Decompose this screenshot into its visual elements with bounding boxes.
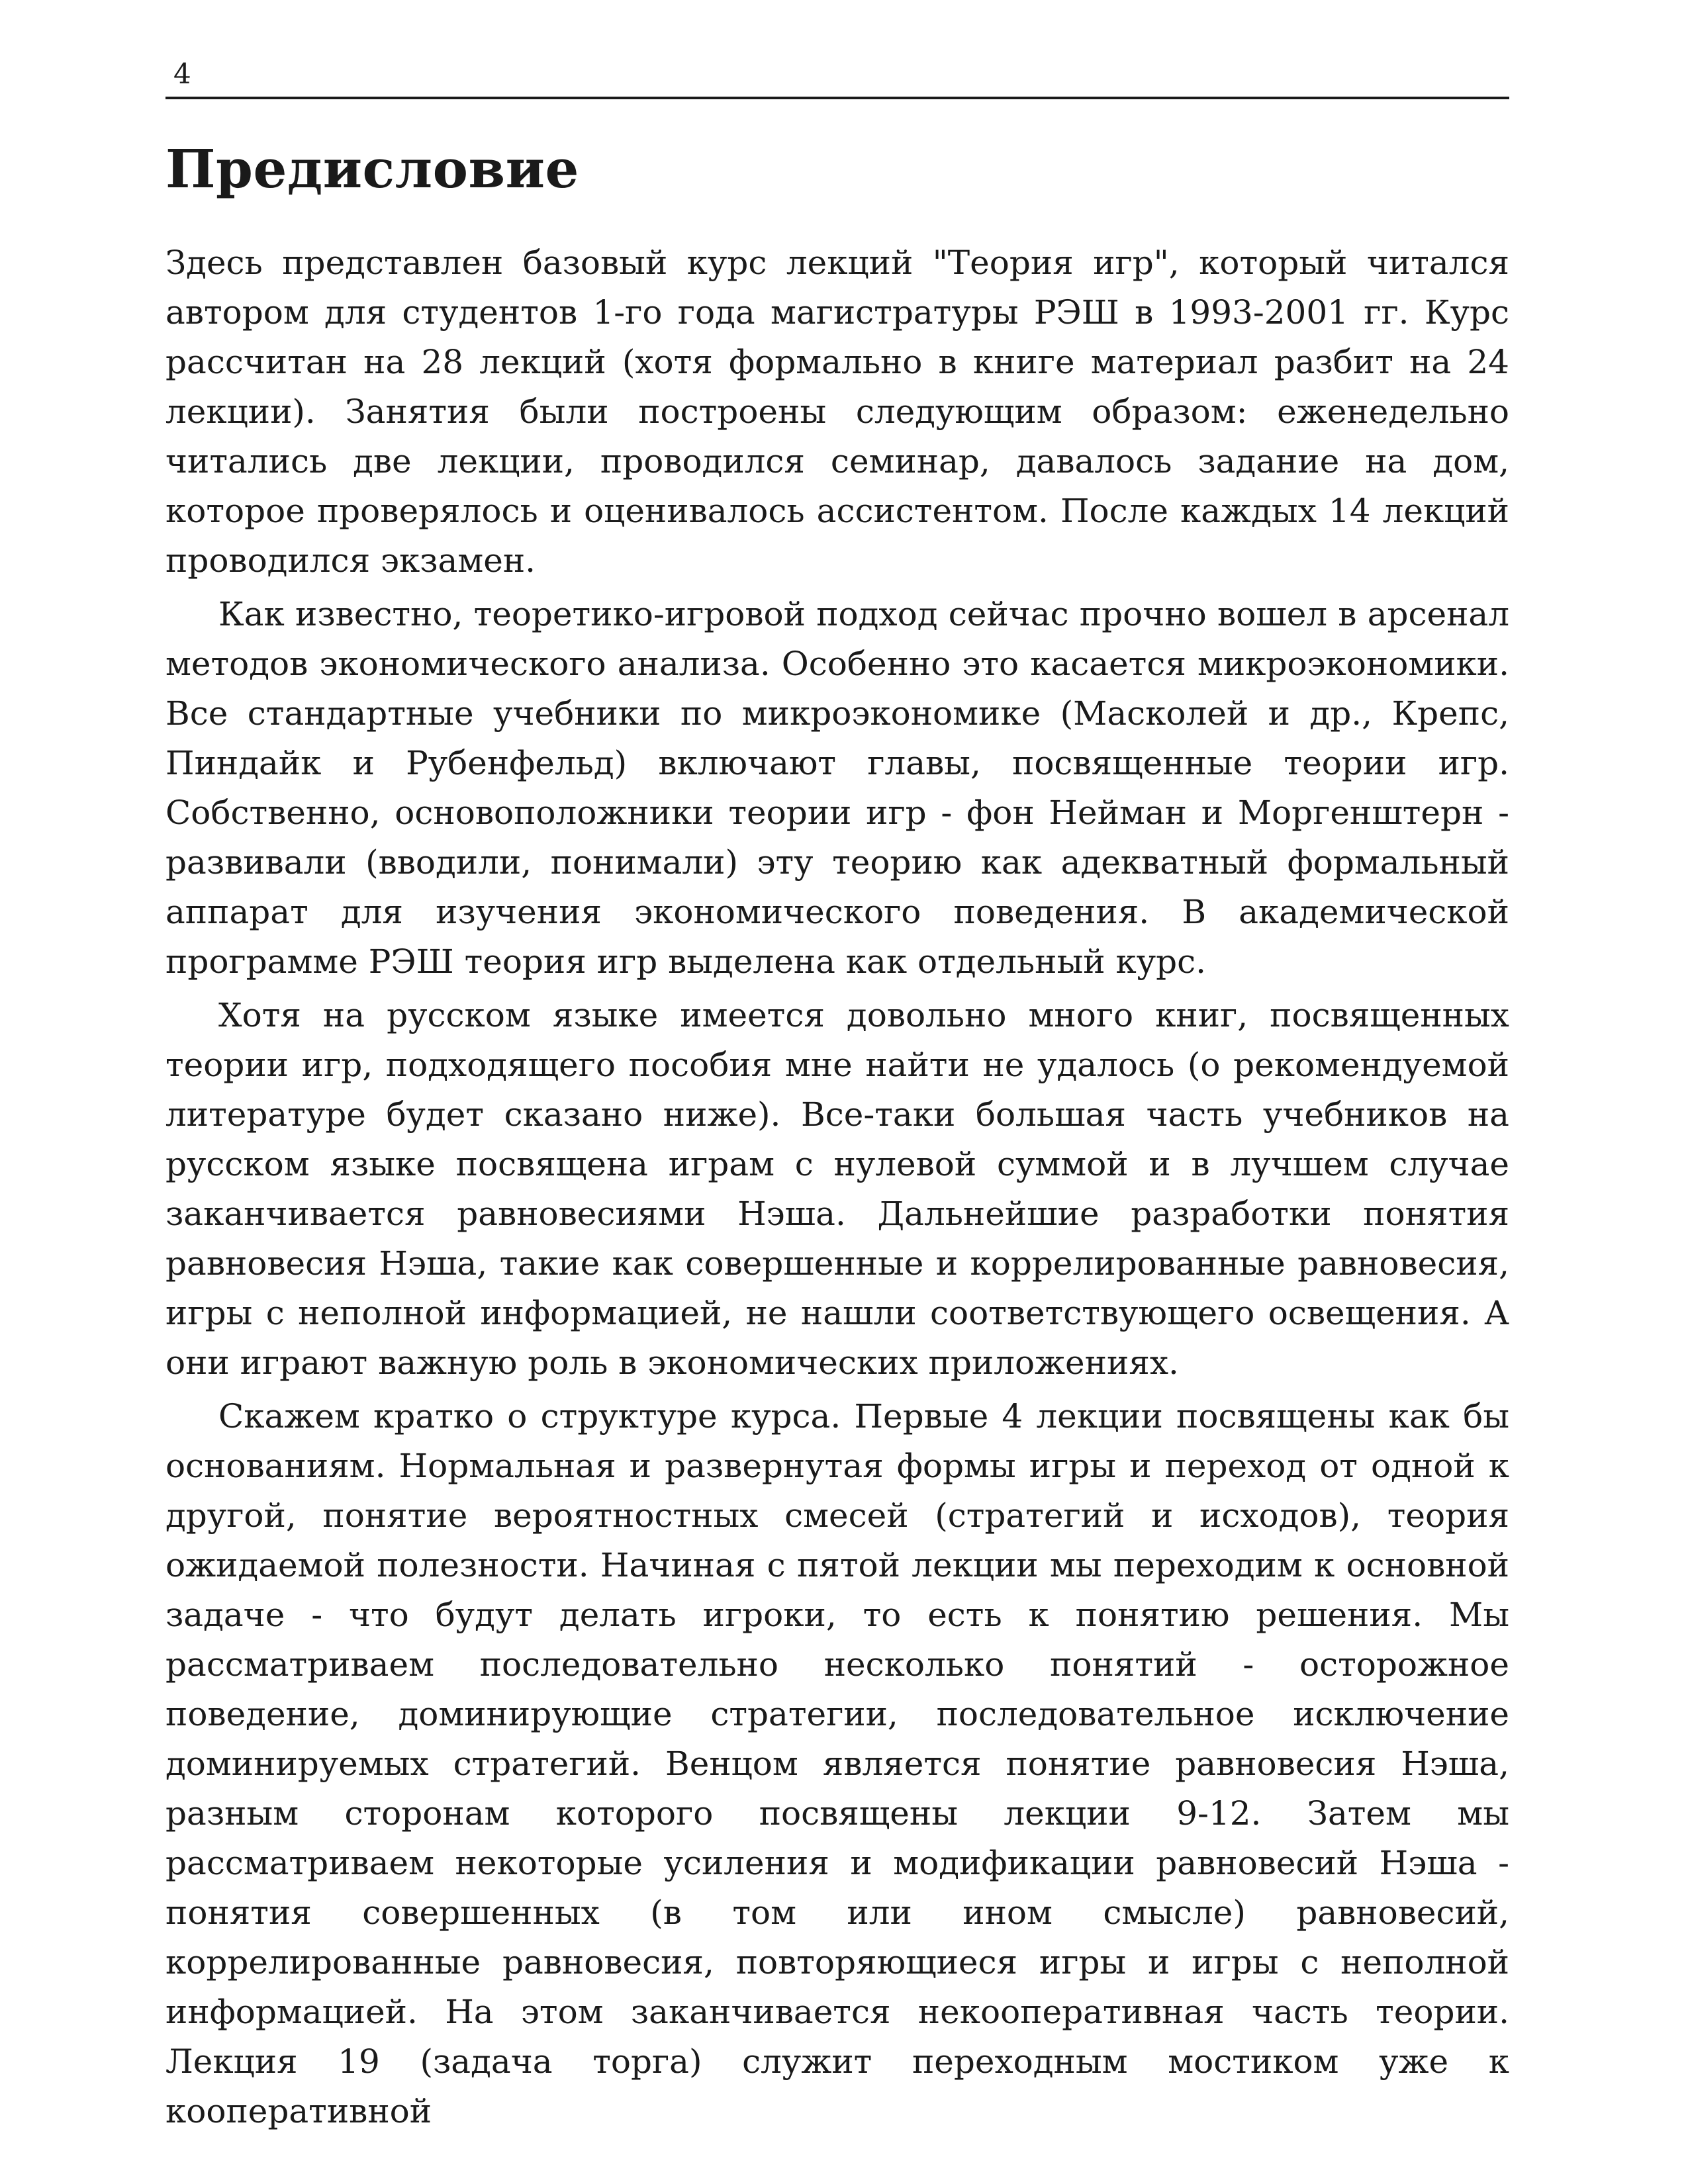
page-number: 4 — [173, 58, 191, 90]
paragraph-2: Как известно, теоретико-игровой подход сейчас прочно вошел в арсенал методов экономического анализа. Особенно это касается микроэкономики. Все стандартные учебники по микроэкономике (Масколей и др., Крепс, Пиндайк и Рубенфельд) включают главы, посвященные теории игр. Собственно, основоположники теории игр - фон Нейман и Моргенштерн - развивали (вводили, понимали) эту теорию как адекватный формальный аппарат для изучения экономического поведения. В академической программе РЭШ теория игр выделена как отдельный курс. — [165, 595, 1509, 981]
paragraph-1: Здесь представлен базовый курс лекций "Теория игр", который читался автором для студентов 1-го года магистратуры РЭШ в 1993-2001 гг. Курс рассчитан на 28 лекций (хотя формально в книге материал разбит на 24 лекции). Занятия были построены следующим образом: еженедельно читались две лекции, проводился семинар, давалось задание на дом, которое проверялось и оценивалось ассистентом. После каждых 14 лекций проводился экзамен. — [165, 244, 1509, 580]
paragraph-4: Скажем кратко о структуре курса. Первые 4 лекции посвящены как бы основаниям. Нормальная и развернутая формы игры и переход от одной к другой, понятие вероятностных смесей (стратегий и исходов), теория ожидаемой полезности. Начиная с пятой лекции мы переходим к основной задаче - что будут делать игроки, то есть к понятию решения. Мы рассматриваем последовательно несколько понятий - осторожное поведение, доминирующие стратегии, последовательное исключение доминируемых стратегий. Венцом является понятие равновесия Нэша, разным сторонам которого посвящены лекции 9-12. Затем мы рассматриваем некоторые усиления и модификации равновесий Нэша - понятия совершенных (в том или ином смысле) равновесий, коррелированные равновесия, повторяющиеся игры и игры с неполной информацией. На этом заканчивается некооперативная часть теории. Лекция 19 (задача торга) служит переходным мостиком уже к кооперативной — [165, 1397, 1509, 2130]
body-text — [165, 238, 1509, 2140]
page-title: Предисловие — [165, 138, 579, 200]
paragraph-3: Хотя на русском языке имеется довольно много книг, посвященных теории игр, подходящего пособия мне найти не удалось (о рекомендуемой литературе будет сказано ниже). Все-таки большая часть учебников на русском языке посвящена играм с нулевой суммой и в лучшем случае заканчивается равновесиями Нэша. Дальнейшие разработки понятия равновесия Нэша, такие как совершенные и коррелированные равновесия, игры с неполной информацией, не нашли соответствующего освещения. А они играют важную роль в экономических приложениях. — [165, 996, 1509, 1382]
header-rule — [165, 97, 1509, 99]
